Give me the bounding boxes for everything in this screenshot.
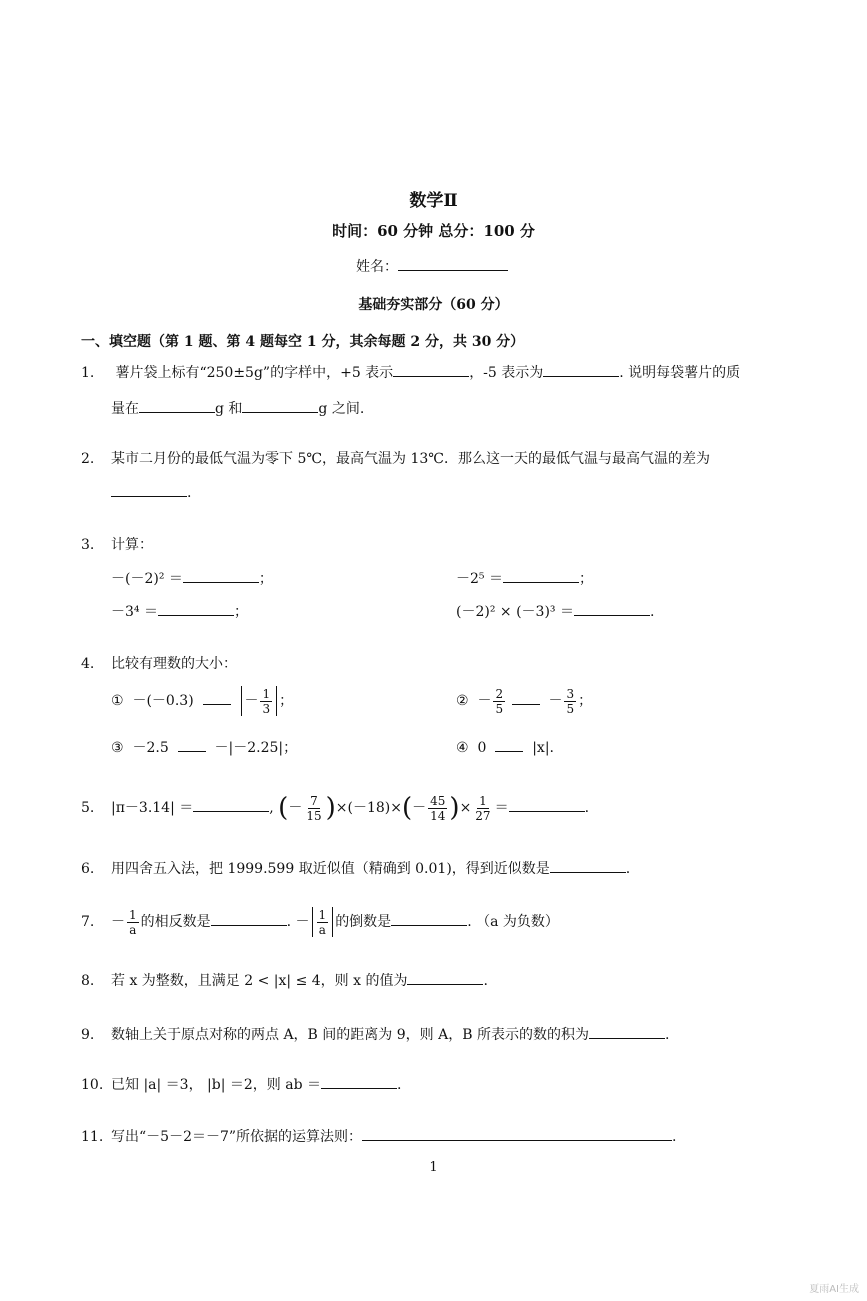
answer-blank[interactable] (362, 1126, 672, 1141)
name-blank[interactable] (398, 256, 508, 271)
question-7: 7. － $\frac{1}{a}$ 的相反数是 . － $\frac{1}{a}$ 的倒数是 . （a 为负数） (81, 907, 559, 937)
question-11: 11. 写出“－5－2＝－7”所依据的运算法则： . (81, 1126, 677, 1146)
answer-blank[interactable] (589, 1024, 665, 1039)
question-2: 2. 某市二月份的最低气温为零下 5℃，最高气温为 13℃．那么这一天的最低气温与最高气温的差为 (81, 451, 710, 467)
q3-c: －3⁴ ＝ ； (111, 601, 248, 621)
answer-blank[interactable] (391, 911, 467, 926)
part-title: 基础夯实部分（60 分） (358, 297, 509, 313)
fraction: $\frac{1}{a}$ (318, 907, 327, 937)
answer-blank[interactable] (211, 911, 287, 926)
question-10: 10. 已知 |a| ＝3， |b| ＝2，则 ab ＝ . (81, 1074, 401, 1094)
compare-blank[interactable] (178, 737, 206, 752)
fraction: $\frac{1}{a}$ (129, 907, 137, 937)
fraction: $\frac{2}{5}$ (495, 686, 504, 716)
compare-blank[interactable] (512, 690, 540, 705)
question-4: 4. 比较有理数的大小： (81, 656, 237, 672)
answer-blank[interactable] (509, 797, 585, 812)
answer-blank[interactable] (574, 601, 650, 616)
answer-blank[interactable] (139, 398, 215, 413)
q3-d: (－2)² × (－3)³ ＝ . (456, 601, 654, 621)
watermark: 夏雨AI生成 (809, 1284, 859, 1295)
fraction: $\frac{1}{3}$ (262, 686, 271, 716)
question-8: 8. 若 x 为整数，且满足 2 < |x| ≤ 4，则 x 的值为 . (81, 970, 488, 990)
time-total: 时间：60 分钟 总分：100 分 (332, 222, 535, 240)
question-2-cont: . (111, 482, 191, 501)
question-1: 1. 薯片袋上标有“250±5g”的字样中，+5 表示 ，-5 表示为 . 说明每袋薯片的质 (81, 362, 740, 382)
answer-blank[interactable] (393, 362, 469, 377)
fraction: $\frac{45}{14}$ (430, 793, 446, 823)
question-5: 5. |π－3.14| ＝ , (－ $\frac{7}{15}$ )×(－18)×(－ $\frac{45}{14}$ )× $\frac{1}{27}$ ＝ . (81, 793, 590, 823)
answer-blank[interactable] (111, 482, 187, 497)
page-number: 1 (429, 1160, 438, 1175)
q3-b: －2⁵ ＝ ； (456, 568, 593, 588)
section-title: 一、填空题（第 1 题、第 4 题每空 1 分，其余每题 2 分，共 30 分） (81, 334, 525, 350)
answer-blank[interactable] (503, 568, 579, 583)
q4-c: ③ －2.5 －|－2.25|； (111, 737, 297, 757)
question-1-cont: 量在 g 和 g 之间. (111, 398, 364, 418)
question-6: 6. 用四舍五入法，把 1999.599 取近似值（精确到 0.01)，得到近似数是 . (81, 858, 630, 878)
name-line (356, 256, 508, 276)
compare-blank[interactable] (495, 737, 523, 752)
q4-b: ② － $\frac{2}{5}$ － $\frac{3}{5}$ ； (456, 686, 593, 716)
fraction: $\frac{1}{27}$ (475, 793, 491, 823)
answer-blank[interactable] (550, 858, 626, 873)
question-9: 9. 数轴上关于原点对称的两点 A，B 间的距离为 9，则 A，B 所表示的数的积为 . (81, 1024, 669, 1044)
question-3: 3. 计算： (81, 537, 153, 553)
answer-blank[interactable] (543, 362, 619, 377)
q4-a: ① －(－0.3) － $\frac{1}{3}$ ； (111, 686, 294, 716)
fraction: $\frac{3}{5}$ (566, 686, 575, 716)
q3-a: －(－2)² ＝ ； (111, 568, 273, 588)
answer-blank[interactable] (407, 970, 483, 985)
page-title: 数学Ⅱ (409, 191, 458, 211)
answer-blank[interactable] (183, 568, 259, 583)
compare-blank[interactable] (203, 690, 231, 705)
answer-blank[interactable] (158, 601, 234, 616)
name-label: 姓名： (356, 259, 398, 275)
question-number: 1. (81, 365, 95, 381)
answer-blank[interactable] (242, 398, 318, 413)
q4-d: ④ 0 |x|. (456, 737, 554, 756)
answer-blank[interactable] (321, 1074, 397, 1089)
fraction: $\frac{7}{15}$ (306, 793, 322, 823)
answer-blank[interactable] (193, 797, 269, 812)
